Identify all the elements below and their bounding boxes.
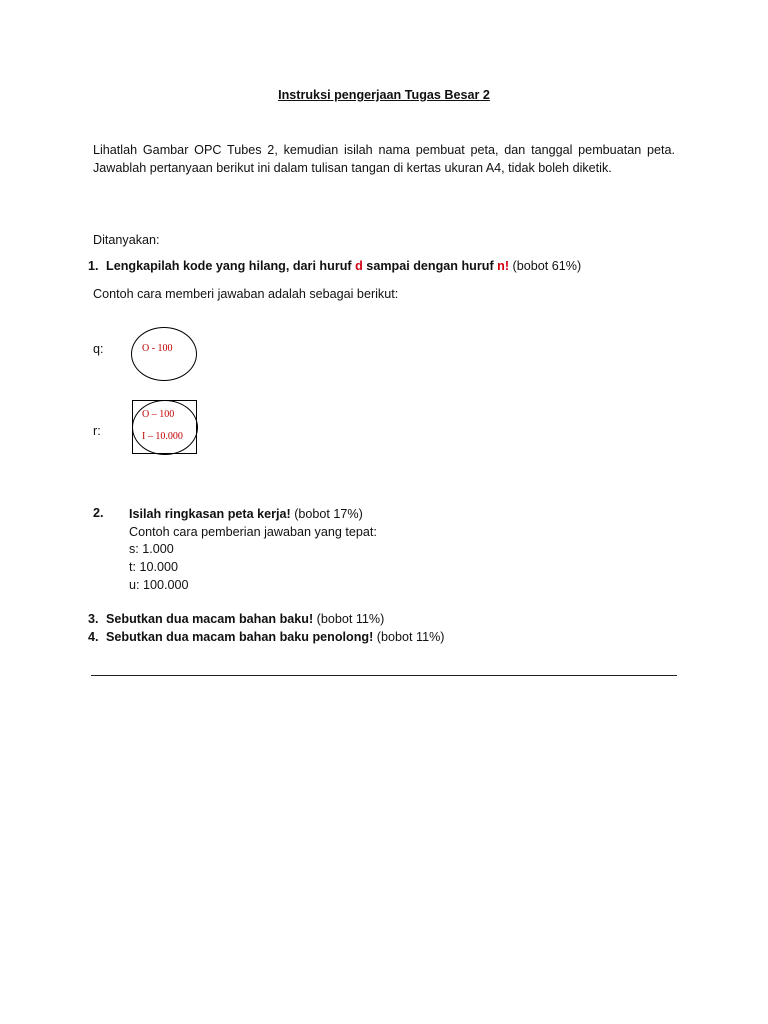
document-title: Instruksi pengerjaan Tugas Besar 2: [278, 88, 490, 102]
example-q-ellipse: [131, 327, 197, 381]
question-4-number: 4.: [88, 630, 99, 644]
example-r-code-1: O – 100: [142, 409, 175, 420]
question-3-weight: (bobot 11%): [313, 612, 385, 626]
question-1: [88, 259, 581, 273]
question-2-line-u: u: 100.000: [129, 577, 189, 592]
horizontal-rule: [91, 675, 677, 676]
question-2-weight: (bobot 17%): [290, 507, 363, 521]
example-r-code-2: I – 10.000: [142, 431, 183, 442]
question-3-text: Sebutkan dua macam bahan baku!: [106, 612, 314, 626]
question-4-text: Sebutkan dua macam bahan baku penolong!: [106, 630, 374, 644]
question-4: [88, 630, 444, 644]
question-3: [88, 612, 384, 626]
question-4-weight: (bobot 11%): [373, 630, 445, 644]
question-2-sub-intro: Contoh cara pemberian jawaban yang tepat:: [129, 524, 377, 539]
question-2-heading: [129, 506, 377, 524]
question-2: [129, 506, 377, 595]
question-2-line-s: s: 1.000: [129, 542, 174, 557]
question-1-text-a: Lengkapilah kode yang hilang, dari huruf: [106, 259, 356, 273]
question-2-number: 2.: [93, 506, 104, 520]
question-1-number: 1.: [88, 259, 99, 273]
question-3-number: 3.: [88, 612, 99, 626]
example-q-label: q:: [93, 342, 104, 356]
example-q-code: O - 100: [142, 343, 173, 354]
question-2-text: Isilah ringkasan peta kerja!: [129, 507, 291, 521]
asked-label: Ditanyakan:: [93, 233, 160, 247]
question-1-letter-n: n!: [497, 259, 510, 273]
question-2-line-t: t: 10.000: [129, 560, 179, 575]
question-1-text-b: sampai dengan huruf: [362, 259, 498, 273]
intro-paragraph: Lihatlah Gambar OPC Tubes 2, kemudian isilah nama pembuat peta, dan tanggal pembuatan peta. Jawablah pertanyaan berikut ini dalam tulisan tangan di kertas ukuran A4, tidak boleh diketik.: [93, 143, 675, 175]
question-1-letter-d: d: [355, 259, 363, 273]
example-intro: Contoh cara memberi jawaban adalah sebagai berikut:: [93, 287, 399, 301]
question-1-weight: (bobot 61%): [509, 259, 582, 273]
example-r-label: r:: [93, 424, 101, 438]
